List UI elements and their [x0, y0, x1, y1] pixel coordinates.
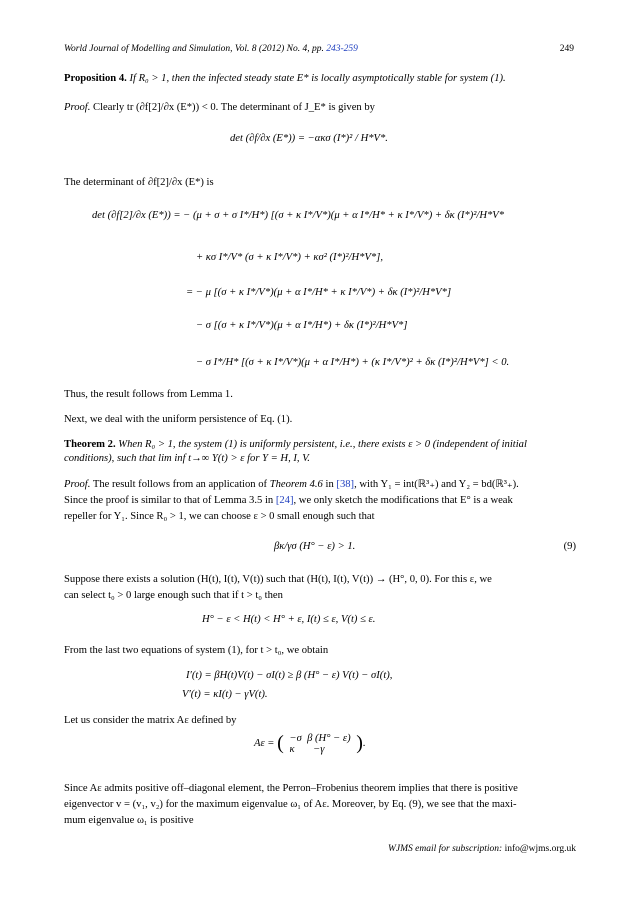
lemma-conclusion: Thus, the result follows from Lemma 1. — [64, 389, 233, 400]
matrix-intro: Let us consider the matrix Aε defined by — [64, 715, 237, 726]
equation-9-number: (9) — [563, 541, 576, 552]
proof-2-text-e: , we only sketch the modifications that E° is a weak — [293, 495, 513, 506]
next-section-text: Next, we deal with the uniform persistence of Eq. (1). — [64, 414, 293, 425]
equation-inequality-i: I′(t) = βH(t)V(t) − σI(t) ≥ β (H° − ε) V(t) − σI(t), — [186, 670, 393, 681]
right-paren: ) — [356, 732, 363, 754]
proposition-4 — [64, 72, 506, 86]
journal-citation — [64, 44, 358, 54]
equation-bounds: H° − ε < H(t) < H° + ε, I(t) ≤ ε, V(t) ≤ ε. — [202, 614, 376, 625]
equation-det-line-2: + κσ I*/V* (σ + κ I*/V*) + κσ² (I*)²/H*V*], — [196, 252, 383, 263]
matrix-a21: κ — [289, 743, 295, 755]
footer-label: WJMS email for subscription: — [387, 844, 503, 854]
suppose-line-1: Suppose there exists a solution (H(t), I(t), V(t)) such that (H(t), I(t), V(t)) → (H°, 0, 0). For this ε, we — [64, 574, 492, 585]
proof-2-text-c: , with Y₁ = int(ℝ³₊) and Y₂ = bd(ℝ³₊). — [354, 479, 519, 490]
proposition-text: If R₀ > 1, then the infected steady state E* is locally asymptotically stable for system (1). — [129, 73, 506, 84]
citation-24-link[interactable]: [24] — [275, 495, 294, 506]
since-line-2: eigenvector v = (v₁, v₂) for the maximum eigenvalue ω₁ of Aε. Moreover, by Eq. (9), we see that the maxi- — [64, 799, 517, 810]
theorem-label: Theorem 2. — [64, 439, 116, 450]
equation-9: βκ/γσ (H° − ε) > 1. — [274, 541, 356, 552]
proof-2-line-2 — [64, 494, 513, 508]
proof-2-text-d: Since the proof is similar to that of Lemma 3.5 in — [64, 495, 274, 506]
last-two-equations-text: From the last two equations of system (1), for t > t₀, we obtain — [64, 645, 329, 656]
proposition-label: Proposition 4. — [64, 73, 127, 84]
proof-2-line-1 — [64, 478, 519, 492]
proof-1-intro — [64, 101, 375, 115]
since-line-3: mum eigenvalue ω₁ is positive — [64, 815, 194, 826]
theorem-text: When R₀ > 1, the system (1) is uniformly persistent, i.e., there exists ε > 0 (independent of initial conditions), such that lim inf t→∞ Y(t) > ε for Y = H, I, V. — [64, 439, 527, 464]
proof-label: Proof. — [64, 102, 91, 113]
page-footer — [388, 844, 576, 854]
since-line-1: Since Aε admits positive off–diagonal element, the Perron–Frobenius theorem implies that there is positive — [64, 783, 518, 794]
journal-name: World Journal of Modelling and Simulation, Vol. 8 (2012) No. 4, pp. — [64, 44, 324, 54]
proof-2-text-b: in — [325, 479, 334, 490]
matrix-period: . — [362, 737, 366, 749]
equation-det-jacobian: det (∂f/∂x (E*)) = −ακσ (I*)² / H*V*. — [230, 133, 388, 144]
matrix-row-2 — [287, 744, 352, 755]
equation-inequality-v: V′(t) = κI(t) − γV(t). — [182, 689, 268, 700]
matrix-a11: −σ — [289, 732, 302, 744]
equation-det-line-4: − σ [(σ + κ I*/V*)(μ + α I*/H*) + δκ (I*)²/H*V*] — [196, 320, 408, 331]
theorem-reference: Theorem 4.6 — [269, 479, 323, 490]
equation-det-line-5: − σ I*/H* [(σ + κ I*/V*)(μ + α I*/H*) + (κ I*/V*)² + δκ (I*)²/H*V*] < 0. — [196, 357, 510, 368]
suppose-line-2: can select t₀ > 0 large enough such that if t > t₀ then — [64, 590, 283, 601]
matrix-a-epsilon — [254, 732, 366, 755]
running-header — [64, 44, 574, 54]
theorem-2 — [64, 438, 576, 466]
matrix-row-1 — [287, 733, 352, 744]
determinant-intro: The determinant of ∂f[2]/∂x (E*) is — [64, 177, 214, 188]
footer-email[interactable]: info@wjms.org.uk — [504, 844, 576, 854]
equation-det-line-1: det (∂f[2]/∂x (E*)) = − (μ + σ + σ I*/H*) [(σ + κ I*/V*)(μ + α I*/H* + κ I*/V*) + δκ (I*)²/H*V* — [92, 210, 505, 221]
matrix-lhs: Aε = — [254, 737, 275, 749]
page-number: 249 — [559, 44, 574, 54]
citation-38-link[interactable]: [38] — [336, 479, 355, 490]
matrix-a12: β (H° − ε) — [307, 732, 351, 744]
proof-2-text-a: The result follows from an application of — [92, 479, 268, 490]
equation-det-line-3: = − μ [(σ + κ I*/V*)(μ + α I*/H* + κ I*/V*) + δκ (I*)²/H*V*] — [186, 287, 452, 298]
matrix-a22: −γ — [313, 743, 325, 755]
matrix-body — [287, 733, 352, 755]
left-paren: ( — [277, 732, 284, 754]
proof-2-line-3: repeller for Y₁. Since R₀ > 1, we can choose ε > 0 small enough such that — [64, 511, 375, 522]
page-range-link[interactable]: 243-259 — [326, 44, 358, 54]
proof-2-label: Proof. — [64, 479, 91, 490]
proof-text: Clearly tr (∂f[2]/∂x (E*)) < 0. The determinant of J_E* is given by — [93, 102, 375, 113]
